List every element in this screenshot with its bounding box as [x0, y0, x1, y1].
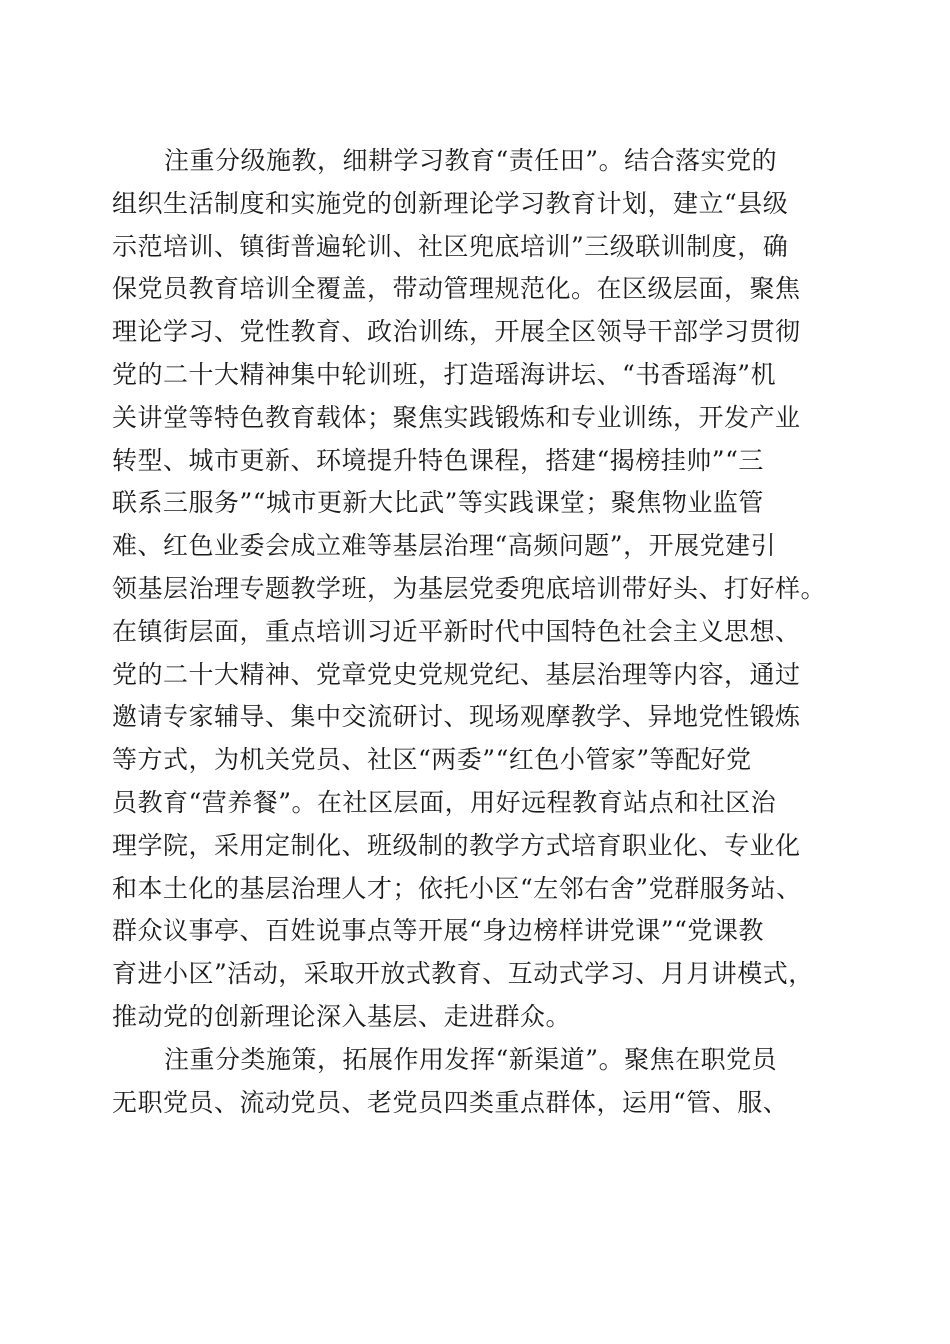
text-line: 注重分级施教，细耕学习教育“责任田”。结合落实党的	[164, 146, 778, 175]
text-line: 组织生活制度和实施党的创新理论学习教育计划，建立“县级	[112, 188, 789, 218]
text-line: 注重分类施策，拓展作用发挥“新渠道”。聚焦在职党员	[164, 1044, 778, 1074]
text-line: 无职党员、流动党员、老党员四类重点群体，运用“管、服、	[112, 1087, 789, 1117]
text-line: 员教育“营养餐”。在社区层面，用好远程教育站点和社区治	[112, 787, 777, 817]
text-line: 党的二十大精神集中轮训班，打造瑶海讲坛、“书香瑶海”机	[112, 359, 777, 389]
text-line: 在镇街层面，重点培训习近平新时代中国特色社会主义思想、	[112, 616, 801, 646]
text-line: 党的二十大精神、党章党史党规党纪、基层治理等内容，通过	[112, 659, 801, 689]
text-line: 推动党的创新理论深入基层、走进群众。	[112, 1001, 572, 1031]
text-line: 等方式，为机关党员、社区“两委”“红色小管家”等配好党	[112, 745, 752, 775]
text-line: 联系三服务”“城市更新大比武”等实践课堂；聚焦物业监管	[112, 488, 764, 518]
text-line: 和本土化的基层治理人才；依托小区“左邻右舍”党群服务站、	[112, 873, 802, 903]
text-line: 邀请专家辅导、集中交流研讨、现场观摩教学、异地党性锻炼	[112, 702, 801, 732]
text-line: 育进小区”活动，采取开放式教育、互动式学习、月月讲模式，	[112, 959, 814, 989]
text-line: 转型、城市更新、环境提升特色课程，搭建“揭榜挂帅”“三	[112, 445, 764, 475]
paragraph-1	[112, 140, 852, 1039]
text-line: 难、红色业委会成立难等基层治理“高频问题”，开展党建引	[112, 531, 777, 561]
text-line: 群众议事亭、百姓说事点等开展“身边榜样讲党课”“党课教	[112, 916, 764, 946]
text-line: 理论学习、党性教育、政治训练，开展全区领导干部学习贯彻	[112, 317, 801, 347]
body-text	[112, 140, 852, 1124]
text-line: 关讲堂等特色教育载体；聚焦实践锻炼和专业训练，开发产业	[112, 402, 801, 432]
text-line: 保党员教育培训全覆盖，带动管理规范化。在区级层面，聚焦	[112, 274, 801, 304]
text-line: 领基层治理专题教学班，为基层党委兜底培训带好头、打好样。	[112, 573, 827, 603]
text-line: 理学院，采用定制化、班级制的教学方式培育职业化、专业化	[112, 830, 801, 860]
paragraph-2	[112, 1039, 852, 1125]
text-line: 示范培训、镇街普遍轮训、社区兜底培训”三级联训制度，确	[112, 231, 789, 261]
